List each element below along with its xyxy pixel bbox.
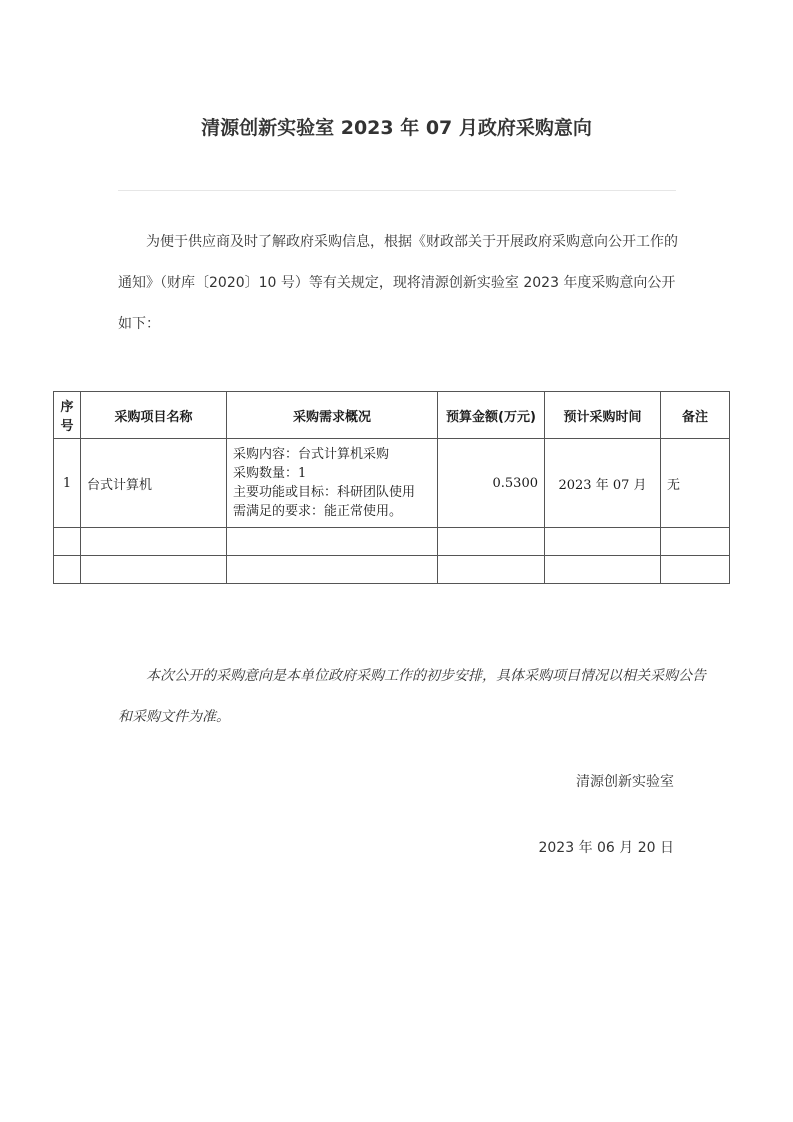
empty-cell bbox=[54, 556, 81, 584]
intro-line-3: 如下： bbox=[118, 316, 160, 332]
requirement-content: 采购内容：台式计算机采购 bbox=[233, 447, 390, 462]
empty-cell bbox=[438, 528, 545, 556]
requirement-spec: 需满足的要求：能正常使用。 bbox=[233, 504, 403, 519]
note-line-1: 本次公开的采购意向是本单位政府采购工作的初步安排，具体采购项目情况以相关采购公告 bbox=[146, 668, 706, 684]
signature-date: 2023 年 06 月 20 日 bbox=[538, 840, 674, 856]
empty-cell bbox=[545, 556, 661, 584]
title-divider bbox=[118, 190, 676, 191]
intro-line-2: 通知》（财库〔2020〕10 号）等有关规定，现将清源创新实验室 2023 年度采购意向公开 bbox=[118, 275, 676, 291]
cell-project-name: 台式计算机 bbox=[81, 439, 227, 528]
procurement-table bbox=[53, 391, 730, 584]
table-row-empty bbox=[54, 556, 730, 584]
header-remark: 备注 bbox=[661, 392, 730, 439]
empty-cell bbox=[227, 528, 438, 556]
page-title: 清源创新实验室 2023 年 07 月政府采购意向 bbox=[201, 117, 592, 139]
signature-org: 清源创新实验室 bbox=[576, 774, 674, 790]
note-line-2: 和采购文件为准。 bbox=[118, 709, 230, 725]
requirement-function: 主要功能或目标：科研团队使用 bbox=[233, 485, 416, 500]
empty-cell bbox=[54, 528, 81, 556]
cell-remark: 无 bbox=[661, 439, 730, 528]
requirement-quantity: 采购数量：1 bbox=[233, 466, 307, 481]
intro-paragraph bbox=[118, 222, 678, 345]
table-row-empty bbox=[54, 528, 730, 556]
empty-cell bbox=[661, 556, 730, 584]
cell-seq: 1 bbox=[54, 439, 81, 528]
empty-cell bbox=[438, 556, 545, 584]
empty-cell bbox=[545, 528, 661, 556]
note-paragraph bbox=[118, 656, 706, 738]
table-row bbox=[54, 439, 730, 528]
empty-cell bbox=[81, 556, 227, 584]
header-budget: 预算金额(万元) bbox=[438, 392, 545, 439]
cell-requirements bbox=[227, 439, 438, 528]
header-seq: 序号 bbox=[54, 392, 81, 439]
header-project-name: 采购项目名称 bbox=[81, 392, 227, 439]
header-time: 预计采购时间 bbox=[545, 392, 661, 439]
empty-cell bbox=[227, 556, 438, 584]
table-header-row bbox=[54, 392, 730, 439]
header-requirements: 采购需求概况 bbox=[227, 392, 438, 439]
cell-time: 2023 年 07 月 bbox=[545, 439, 661, 528]
intro-line-1: 为便于供应商及时了解政府采购信息，根据《财政部关于开展政府采购意向公开工作的 bbox=[146, 234, 678, 250]
empty-cell bbox=[81, 528, 227, 556]
cell-budget: 0.5300 bbox=[438, 439, 545, 528]
empty-cell bbox=[661, 528, 730, 556]
